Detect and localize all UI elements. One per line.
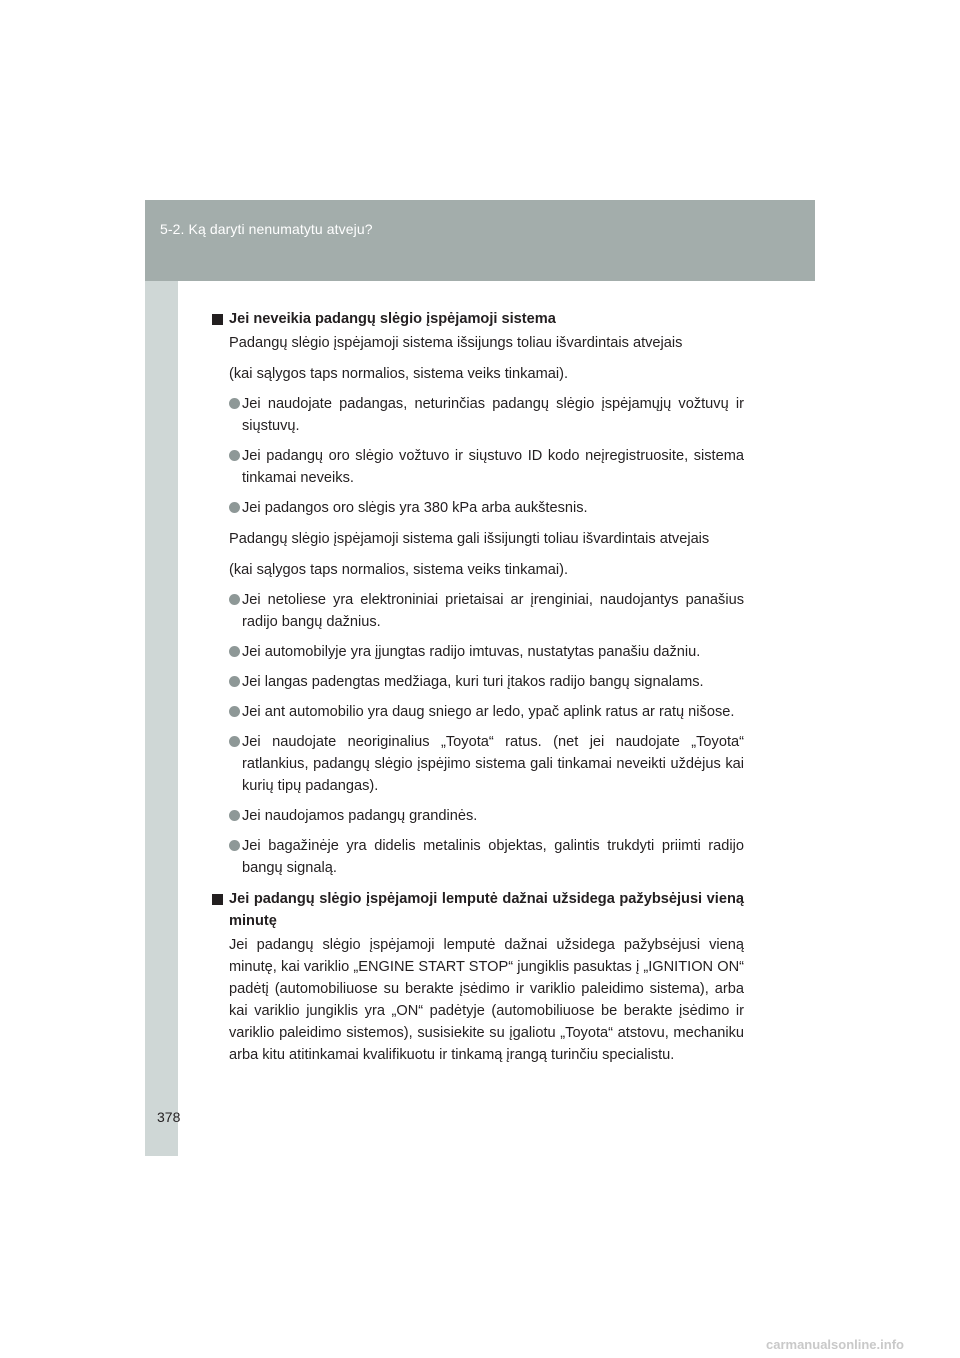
circle-bullet-icon [229,810,240,821]
circle-bullet-icon [229,398,240,409]
bullet-list [212,393,744,519]
left-margin-strip [145,281,181,1156]
body-paragraph: Jei padangų slėgio įspėjamoji lemputė dažnai užsidega pažybsėjusi vieną minutę, kai variklio „ENGINE START STOP“ jungiklis pasuktas į „IGNITION ON“ padėtį (automobiliuose su berakte įsėdimo ir variklio paleidimo sistema), arba kai variklio jungiklis yra „ON“ padėtyje (automobiliuose be berakte įsėdimo ir variklio paleidimo sistemos), susisiekite su įgaliotu „Toyota“ atstovu, mechaniku arba kitu atitinkamai kvalifikuotu ir tinkamą įrangą turinčiu specialistu. [229,937,744,1063]
bullet-list [212,589,744,879]
list-item: Jei naudojamos padangų grandinės. [212,805,744,827]
circle-bullet-icon [229,676,240,687]
list-item: Jei padangų oro slėgio vožtuvo ir siųstuvo ID kodo neįregistruosite, sistema tinkamai neveiks. [212,445,744,489]
list-item: Jei automobilyje yra įjungtas radijo imtuvas, nustatytas panašiu dažniu. [212,641,744,663]
circle-bullet-icon [229,502,240,513]
list-item: Jei naudojate padangas, neturinčias padangų slėgio įspėjamųjų vožtuvų ir siųstuvų. [212,393,744,437]
header-band [145,200,815,281]
intro-paragraph: Padangų slėgio įspėjamoji sistema išsijungs toliau išvardintais atvejais [229,335,683,351]
subsection-heading: Jei padangų slėgio įspėjamoji lemputė dažnai užsidega pažybsėjusi vieną minutę [212,888,744,932]
page-number: 378 [157,1109,181,1125]
list-item: Jei padangos oro slėgis yra 380 kPa arba aukštesnis. [212,497,744,519]
circle-bullet-icon [229,646,240,657]
list-item: Jei langas padengtas medžiaga, kuri turi įtakos radijo bangų signalams. [212,671,744,693]
note-paragraph: (kai sąlygos taps normalios, sistema veiks tinkamai). [229,366,569,382]
square-bullet-icon [212,314,223,325]
note-paragraph: (kai sąlygos taps normalios, sistema veiks tinkamai). [229,562,569,578]
square-bullet-icon [212,894,223,905]
section-title: 5-2. Ką daryti nenumatytu atveju? [160,221,373,237]
circle-bullet-icon [229,450,240,461]
circle-bullet-icon [229,840,240,851]
circle-bullet-icon [229,594,240,605]
page-content [212,308,744,1066]
intro-paragraph: Padangų slėgio įspėjamoji sistema gali išsijungti toliau išvardintais atvejais [229,531,710,547]
list-item: Jei bagažinėje yra didelis metalinis objektas, galintis trukdyti priimti radijo bangų signalą. [212,835,744,879]
list-item: Jei ant automobilio yra daug sniego ar ledo, ypač aplink ratus ar ratų nišose. [212,701,744,723]
list-item: Jei netoliese yra elektroniniai prietaisai ar įrenginiai, naudojantys panašius radijo bangų dažnius. [212,589,744,633]
watermark: carmanualsonline.info [766,1337,904,1352]
subsection-heading: Jei neveikia padangų slėgio įspėjamoji sistema [212,308,744,330]
list-item: Jei naudojate neoriginalius „Toyota“ ratus. (net jei naudojate „Toyota“ ratlankius, padangų slėgio įspėjimo sistema gali tinkamai neveikti uždėjus kai kurių tipų padangas). [212,731,744,797]
circle-bullet-icon [229,706,240,717]
circle-bullet-icon [229,736,240,747]
